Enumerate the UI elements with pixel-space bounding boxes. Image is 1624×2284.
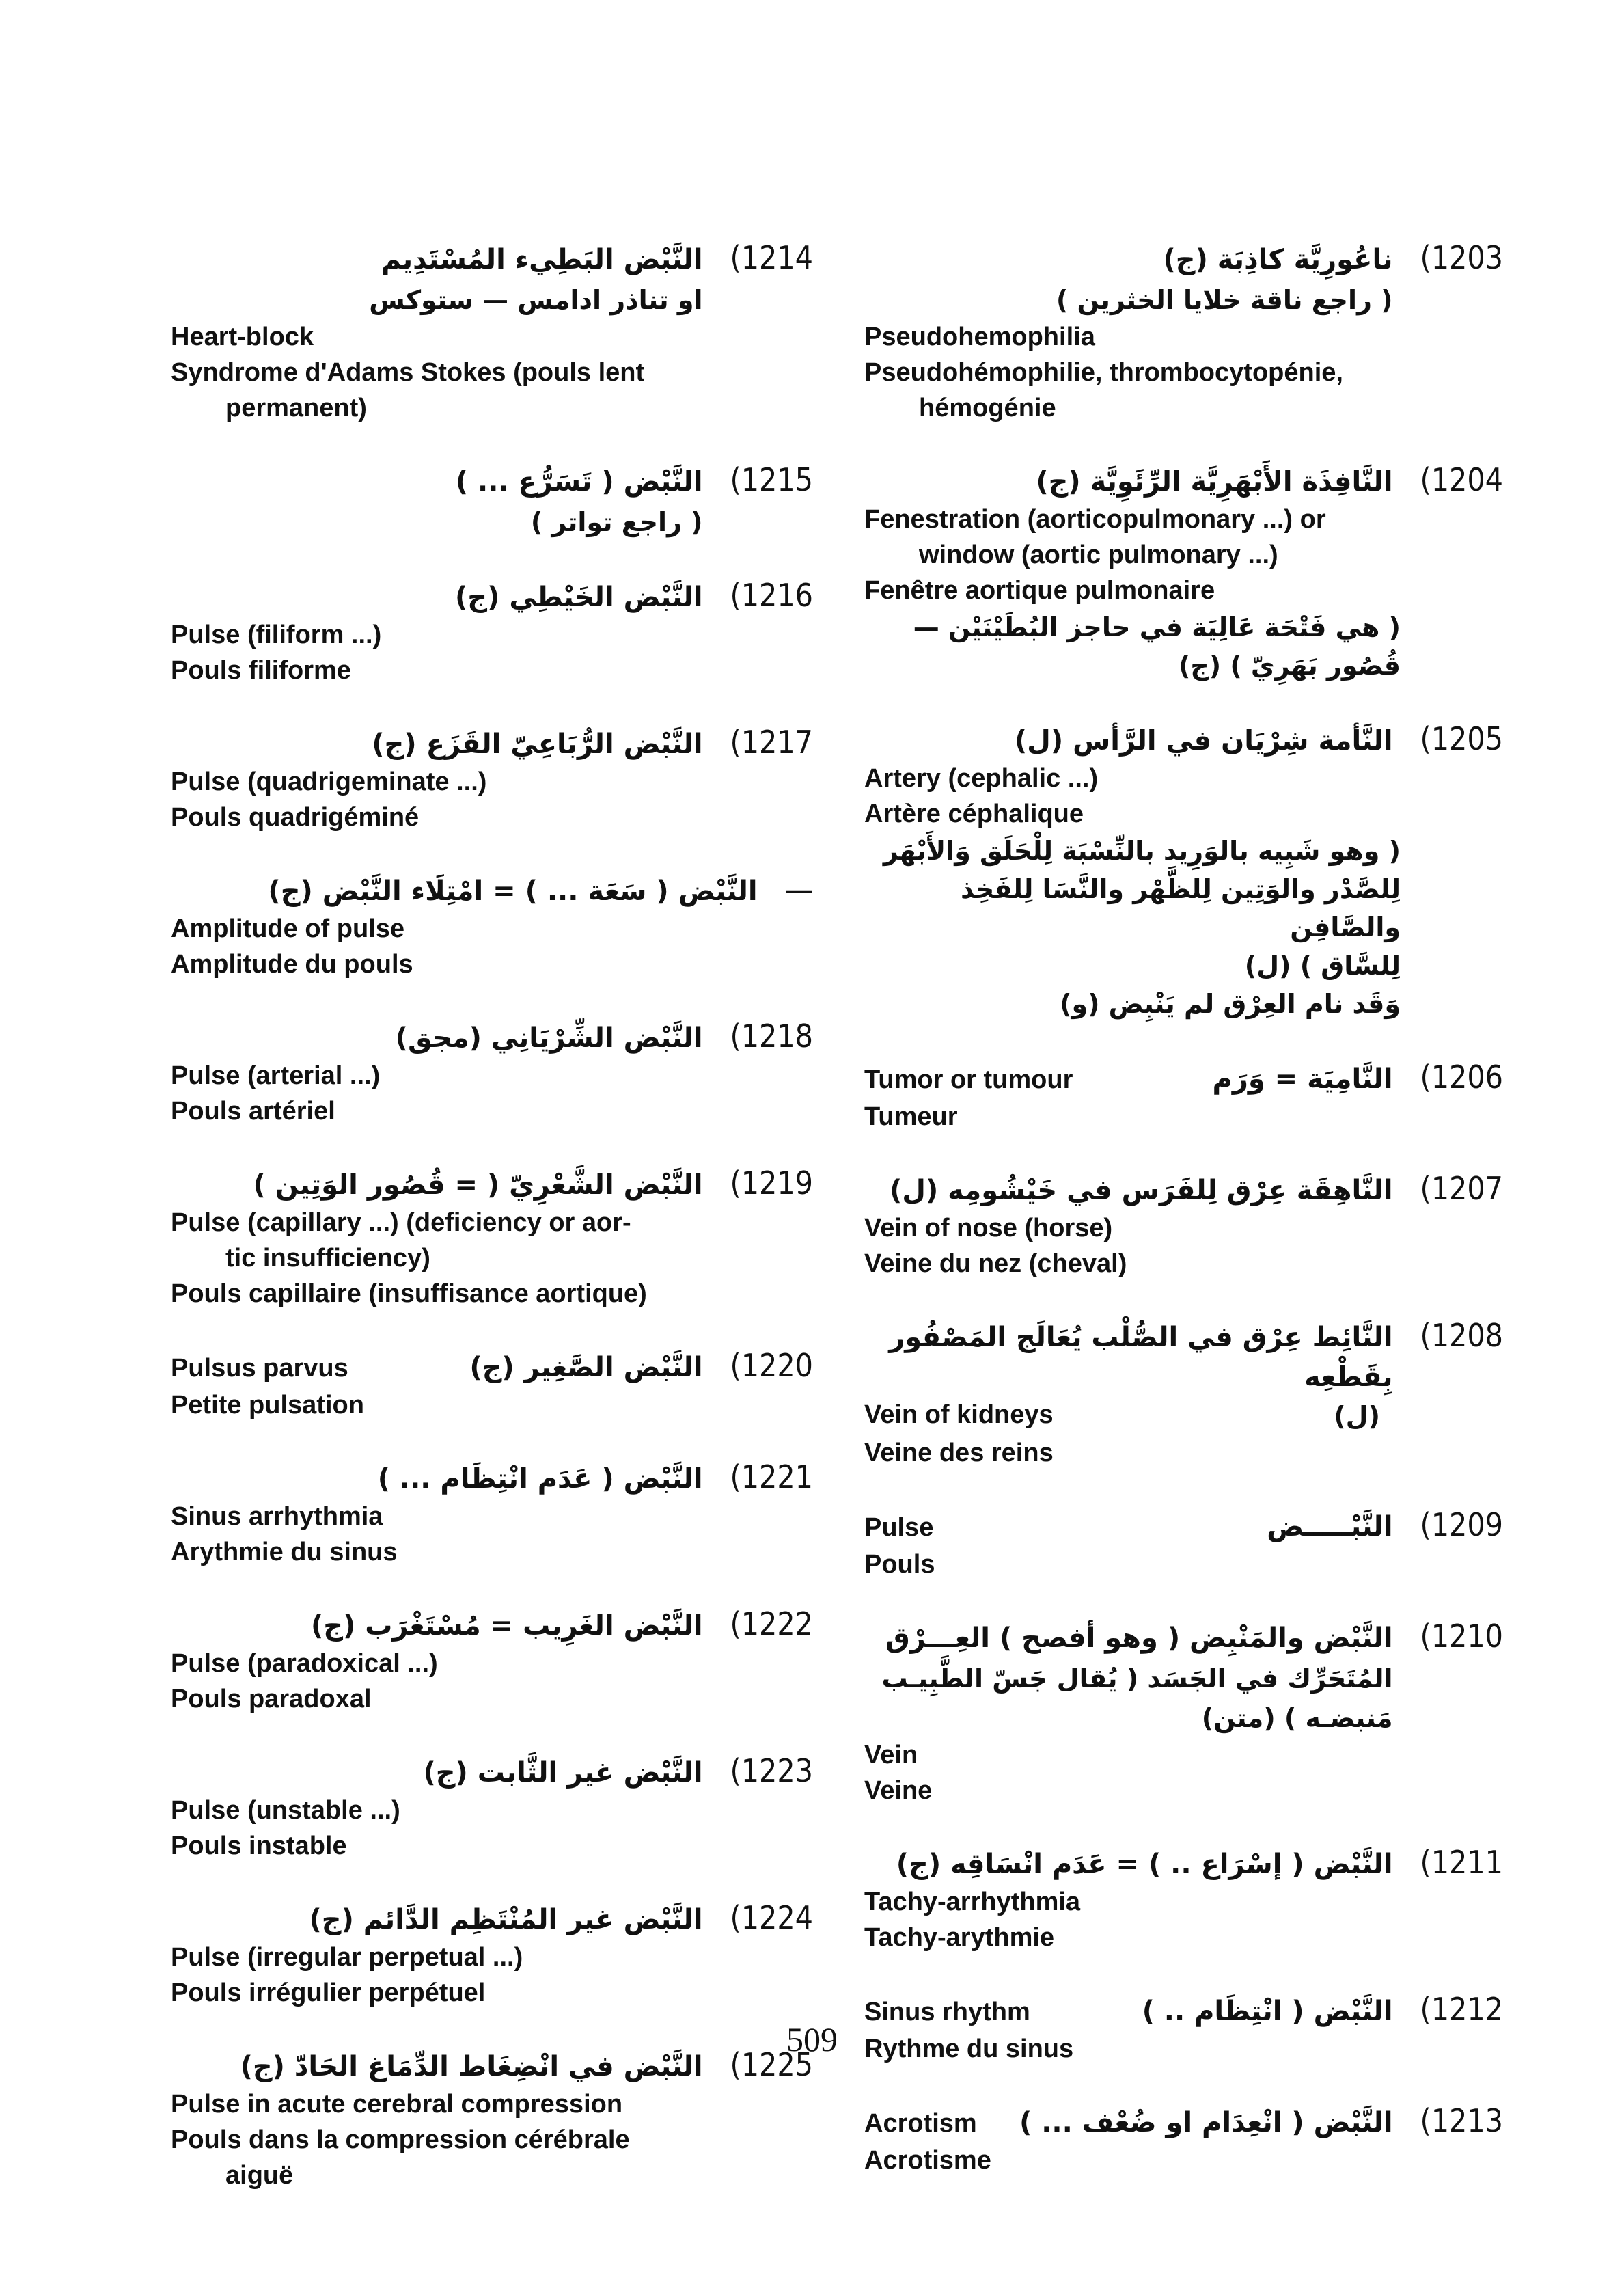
arabic-note: مَنبضـه ) (متن) [1201, 1703, 1393, 1733]
entry-number: (1224 [730, 1899, 813, 1936]
foreign-term: Pouls filiforme [171, 656, 351, 685]
entry-number: — [784, 871, 813, 908]
page-number: 509 [786, 2020, 838, 2058]
dictionary-entry [864, 1844, 1503, 1955]
foreign-term: window (aortic pulmonary ...) [919, 541, 1278, 569]
arabic-term: النَّاهِقَة عِرْق لِلفَرَس في خَيْشُومِه (ل) [889, 1175, 1393, 1206]
foreign-term: Pulse (unstable ...) [171, 1796, 400, 1825]
foreign-term: Tachy-arythmie [864, 1923, 1055, 1952]
entry-number: (1204 [1420, 461, 1503, 498]
dictionary-entry [171, 1605, 813, 1717]
foreign-term: Veine [864, 1776, 933, 1805]
foreign-term: Arythmie du sinus [171, 1538, 398, 1566]
english-term: Pulsus parvus [171, 1354, 348, 1383]
foreign-term: Amplitude du pouls [171, 950, 413, 979]
entry-number: (1210 [1420, 1618, 1503, 1655]
arabic-term: النَّبْض الشِّرْيَانِي (مجق) [395, 1022, 703, 1054]
arabic-term: النَّبْض ( انْعِدَام او ضُعْف ... ) [1019, 2107, 1393, 2138]
dictionary-entry [171, 577, 813, 688]
foreign-term: Pouls dans la compression cérébrale [171, 2125, 630, 2154]
foreign-term: Sinus arrhythmia [171, 1502, 383, 1531]
arabic-line-row [171, 1165, 813, 1205]
arabic-term: النَّائِط عِرْق في الصُّلْب يُعَالَج المَصْفُور بِقَطْعِه [889, 1322, 1393, 1393]
foreign-term: Petite pulsation [171, 1391, 364, 1419]
foreign-term: Pseudohemophilia [864, 323, 1095, 351]
foreign-term: Veine du nez (cheval) [864, 1249, 1127, 1278]
foreign-term: aiguë [225, 2161, 294, 2190]
arabic-term: النَّبْض ( سَعَة ... ) = امْتِلَاء النَّبْض (ج) [268, 875, 758, 907]
foreign-term: Artery (cephalic ...) [864, 764, 1099, 793]
arabic-term: النَّبْض ( تَسَرُّع ... ) [455, 466, 703, 498]
entry-number: (1211 [1420, 1844, 1503, 1881]
entry-number: (1205 [1420, 720, 1503, 757]
arabic-line-row [864, 461, 1503, 502]
arabic-term: النَّبْض الرُّبَاعِيّ القَزَع (ج) [372, 729, 703, 760]
english-term: Acrotism [864, 2109, 977, 2138]
foreign-term: Pouls instable [171, 1832, 347, 1860]
arabic-term: النَّأمة شِرْيَان في الرَّأس (ل) [1014, 725, 1393, 757]
arabic-line-row [171, 502, 813, 541]
entry-number: (1208 [1420, 1317, 1503, 1354]
dictionary-entry [171, 1165, 813, 1311]
arabic-line-row [864, 1618, 1503, 1658]
entry-number: (1206 [1420, 1059, 1503, 1096]
foreign-term: permanent) [225, 394, 367, 422]
foreign-term: Heart-block [171, 323, 314, 351]
entry-number: (1225 [730, 2046, 813, 2083]
entry-number: (1217 [730, 724, 813, 761]
arabic-term: النَّبْض البَطِيء المُسْتَدِيم [381, 244, 703, 275]
english-term: Pulse [864, 1513, 934, 1542]
foreign-term: Acrotisme [864, 2146, 991, 2175]
arabic-line-row [171, 280, 813, 319]
dictionary-entry [171, 1347, 813, 1423]
arabic-term: النَّبْـــــض [1267, 1511, 1393, 1542]
dictionary-entry [171, 2046, 813, 2193]
dictionary-entry [864, 2102, 1503, 2178]
foreign-term: Pouls capillaire (insuffisance aortique) [171, 1279, 647, 1308]
foreign-term: Pulse (arterial ...) [171, 1061, 381, 1090]
entry-number: (1223 [730, 1752, 813, 1789]
dictionary-entry [171, 1752, 813, 1864]
arabic-term: النَّبْض والمَنْبِض ( وهو أفصح ) العِـــرْق [885, 1622, 1393, 1654]
foreign-term: Tumeur [864, 1102, 958, 1131]
arabic-line-row [864, 239, 1503, 280]
arabic-line-row [864, 1658, 1503, 1698]
arabic-term: النَّبْض الصَّغِير (ج) [469, 1352, 703, 1383]
foreign-term: Rythme du sinus [864, 2035, 1074, 2063]
dictionary-entry [171, 871, 813, 982]
arabic-term: النَّبْض غير الثَّابت (ج) [423, 1757, 703, 1789]
foreign-term: Pouls [864, 1550, 935, 1579]
arabic-line-row [171, 1605, 813, 1646]
arabic-term: النَّامِيَة = وَرَم [1212, 1063, 1393, 1095]
foreign-term: tic insufficiency) [225, 1244, 430, 1273]
arabic-line-row [864, 1698, 1503, 1737]
foreign-term: Tachy-arrhythmia [864, 1888, 1081, 1916]
arabic-line-row [864, 1317, 1503, 1397]
dictionary-entry [864, 1618, 1503, 1808]
arabic-term: النَّبْض غير المُنْتَظِم الدَّائم (ج) [309, 1904, 703, 1935]
entry-number: (1218 [730, 1018, 813, 1055]
right-column [864, 239, 1503, 2214]
foreign-term: Pouls paradoxal [171, 1685, 372, 1713]
dictionary-entry [864, 720, 1503, 1023]
foreign-term: Pulse (capillary ...) (deficiency or aor- [171, 1208, 631, 1237]
entry-number: (1209 [1420, 1506, 1503, 1543]
entry-head-row [864, 1506, 1503, 1547]
foreign-term: Fenêtre aortique pulmonaire [864, 576, 1215, 605]
left-column [171, 239, 813, 2229]
dictionary-entry [864, 1170, 1503, 1281]
arabic-note: ( راجع ناقة خلايا الخثرين ) [1056, 285, 1393, 315]
entry-number: (1221 [730, 1458, 813, 1495]
foreign-term: Pouls quadrigéminé [171, 803, 419, 832]
dictionary-entry [864, 461, 1503, 685]
foreign-term [864, 1397, 1503, 1435]
arabic-line-row [864, 280, 1503, 319]
arabic-line-row [171, 1899, 813, 1940]
dictionary-entry [864, 1059, 1503, 1134]
entry-number: (1220 [730, 1347, 813, 1384]
source-tag: (ل) [1334, 1401, 1380, 1431]
arabic-term: النَّافِذَة الأَبْهَرِيَّة الرِّئَوِيَّة (ج) [1036, 466, 1393, 498]
entry-number: (1215 [730, 461, 813, 498]
arabic-term: النَّبْض الشَّعْرِيّ ( = قُصُور الوَتِين ) [253, 1169, 703, 1201]
foreign-term: Pulse (quadrigeminate ...) [171, 767, 487, 796]
arabic-line-row [171, 724, 813, 764]
foreign-term: Vein of nose (horse) [864, 1214, 1113, 1242]
entry-number: (1222 [730, 1605, 813, 1642]
entry-number: (1219 [730, 1165, 813, 1201]
arabic-note: ( راجع تواتر ) [530, 507, 703, 537]
arabic-note: او تناذر ادامس — ستوكس [369, 285, 703, 315]
arabic-line-row [171, 1458, 813, 1499]
arabic-explanation: ( وهو شَبِيه بالوَرِيد بالنِّسْبَة لِلْحَلَق وَالأَبْهَر [883, 836, 1401, 866]
arabic-line-row [171, 1752, 813, 1793]
foreign-term: Pulse (filiform ...) [171, 621, 382, 649]
entry-number: (1203 [1420, 239, 1503, 276]
arabic-explanation: لِلصَّدْر والوَتِين لِلظَّهْر والنَّسَا لِلفَخِذ والصَّافِن [960, 874, 1401, 942]
arabic-term: ناعُورِيَّة كاذِبَة (ج) [1163, 244, 1393, 275]
foreign-term: Pouls artériel [171, 1097, 335, 1126]
arabic-line-row [864, 1170, 1503, 1210]
arabic-term: النَّبْض الغَرِيب = مُسْتَغْرَب (ج) [310, 1610, 703, 1642]
dictionary-entry [171, 461, 813, 541]
arabic-line-row [171, 871, 813, 911]
foreign-term: hémogénie [919, 394, 1056, 422]
foreign-term: Pseudohémophilie, thrombocytopénie, [864, 358, 1343, 387]
entry-number: (1214 [730, 239, 813, 276]
arabic-explanation: ( هي فَتْحَة عَالِيَة في حاجز البُطَيْنَيْن — [913, 612, 1401, 642]
foreign-term: Vein [864, 1741, 918, 1769]
arabic-term: النَّبْض ( انْتِظَام .. ) [1142, 1996, 1393, 2027]
entry-head-row [864, 2102, 1503, 2143]
entry-head-row [864, 1059, 1503, 1099]
arabic-term: النَّبْض الخَيْطِي (ج) [455, 582, 703, 613]
foreign-term: Pulse in acute cerebral compression [171, 2090, 623, 2119]
dictionary-entry [171, 1899, 813, 2011]
arabic-explanation: لِلسَّاق ) (ل) [1244, 951, 1401, 981]
arabic-line-row [171, 239, 813, 280]
foreign-term: Pulse (paradoxical ...) [171, 1649, 438, 1678]
english-term: Tumor or tumour [864, 1065, 1073, 1094]
english-term: Sinus rhythm [864, 1998, 1030, 2026]
arabic-term: النَّبْض ( إسْرَاع .. ) = عَدَم انْسَاقِه (ج) [896, 1849, 1393, 1880]
foreign-term: Amplitude of pulse [171, 914, 404, 943]
foreign-term: Syndrome d'Adams Stokes (pouls lent [171, 358, 645, 387]
dictionary-entry [171, 239, 813, 426]
arabic-line-row [171, 461, 813, 502]
dictionary-entry [864, 239, 1503, 426]
dictionary-entry [864, 1317, 1503, 1471]
entry-number: (1212 [1420, 1991, 1503, 2028]
dictionary-entry [171, 724, 813, 835]
arabic-line-row [171, 577, 813, 617]
arabic-note: المُتَحَرِّك في الجَسَد ( يُقال جَسّ الطَّبِيـب [881, 1663, 1393, 1694]
arabic-line-row [864, 1844, 1503, 1884]
arabic-explanation: قُصُور بَهَرِيّ ) (ج) [1178, 651, 1401, 681]
entry-head-row [171, 1347, 813, 1387]
foreign-term: Pulse (irregular perpetual ...) [171, 1943, 523, 1972]
foreign-term: Artère céphalique [864, 800, 1084, 828]
entry-number: (1213 [1420, 2102, 1503, 2139]
foreign-term: Veine des reins [864, 1439, 1054, 1467]
dictionary-entry [171, 1458, 813, 1570]
foreign-term-text: Vein of kidneys [864, 1400, 1054, 1429]
arabic-line-row [864, 720, 1503, 761]
arabic-line-row [171, 1018, 813, 1058]
entry-number: (1207 [1420, 1170, 1503, 1207]
foreign-term: Pouls irrégulier perpétuel [171, 1979, 486, 2007]
arabic-term: النَّبْض في انْضِغَاط الدِّمَاغ الحَادّ (ج) [240, 2051, 703, 2082]
foreign-term: Fenestration (aorticopulmonary ...) or [864, 505, 1326, 534]
arabic-term: النَّبْض ( عَدَم انْتِظَام ... ) [377, 1463, 703, 1495]
entry-number: (1216 [730, 577, 813, 614]
arabic-explanation: وَقَد نام العِرْق لم يَنْبِض (و) [1060, 989, 1401, 1019]
dictionary-entry [864, 1506, 1503, 1582]
dictionary-entry [171, 1018, 813, 1129]
